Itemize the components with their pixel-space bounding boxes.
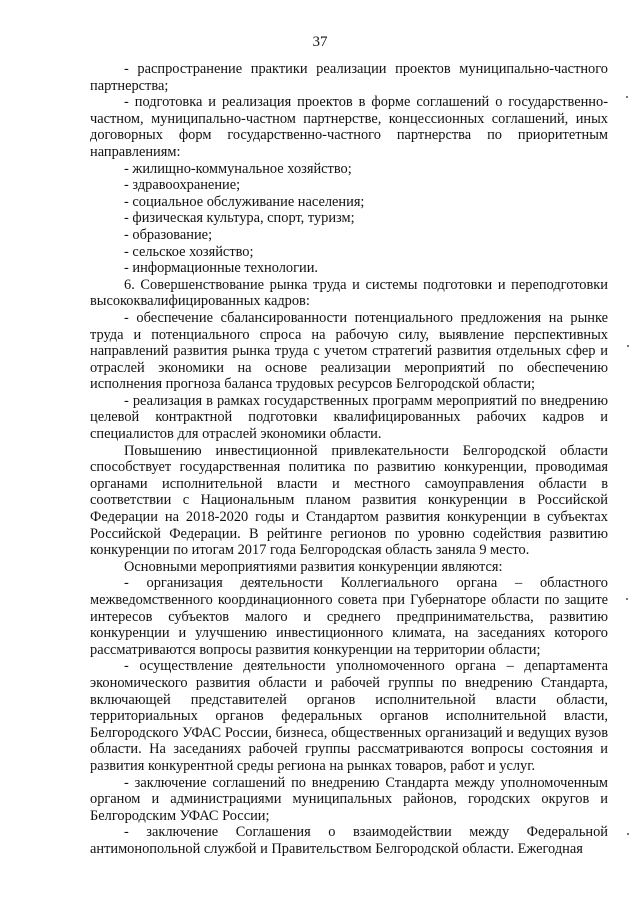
list-item-sport: - физическая культура, спорт, туризм; (124, 210, 355, 227)
paragraph-fas-agreement: - заключение Соглашения о взаимодействии между Федеральной антимонопольной службой и Правительством Белгородской области. Ежегодная (90, 824, 608, 857)
paragraph-authorized-body: - осуществление деятельности уполномоченного органа – департамента экономического развития области и рабочей группы по внедрению Стандарта, включающей представителей органов исполнительной власти области, территориальных органов федеральных органов исполнительной власти, Белгородского УФАС России, бизнеса, общественных организаций и ведущих вузов области. На заседаниях рабочей группы рассматриваются вопросы состояния и развития конкурентной среды региона на рынках товаров, работ и услуг. (90, 658, 608, 774)
paragraph-ppp-priorities: - подготовка и реализация проектов в форме соглашений о государственно-частном, муниципально-частном партнерстве, концессионных соглашений, иных договорных форм государственно-частного партнерства по приоритетным направлениям: (90, 94, 608, 160)
paragraph-collegial-body: - организация деятельности Коллегиального органа – областного межведомственного координационного совета при Губернаторе области по защите интересов субъектов малого и среднего предпринимательства, развитию конкуренции и улучшению инвестиционного климата, на заседаниях которого рассматриваются вопросы развития конкуренции на территории области; (90, 575, 608, 658)
list-item-social-services: - социальное обслуживание населения; (124, 193, 365, 210)
paragraph-labor-balance: - обеспечение сбалансированности потенциального предложения на рынке труда и потенциального спроса на рабочую силу, выявление перспективных направлений развития рынка труда с учетом стратегий развития отдельных сфер и отраслей экономики на основе реализации мероприятий по обеспечению исполнения прогноза баланса трудовых ресурсов Белгородской области; (90, 309, 608, 393)
list-item-education: - образование; (124, 226, 213, 243)
paragraph-standard-agreements: - заключение соглашений по внедрению Стандарта между уполномоченным органом и администрациями муниципальных районов, городских округов и Белгородским УФАС России; (90, 774, 608, 824)
list-item-it: - информационные технологии. (124, 260, 319, 277)
scan-mark (627, 833, 629, 835)
section-6-heading: 6. Совершенствование рынка труда и системы подготовки и переподготовки высококвалифицированных кадров: (90, 276, 608, 310)
page-body (90, 61, 608, 858)
list-item-housing: - жилищно-коммунальное хозяйство; (124, 160, 352, 177)
list-item-healthcare: - здравоохранение; (124, 177, 241, 194)
paragraph-ppp-projects: - распространение практики реализации проектов муниципально-частного партнерства; (90, 61, 608, 94)
paragraph-competition-measures-intro: Основными мероприятиями развития конкуренции являются: (124, 558, 503, 575)
list-item-agriculture: - сельское хозяйство; (124, 243, 254, 260)
paragraph-competition-policy: Повышению инвестиционной привлекательности Белгородской области способствует государственная политика по развитию конкуренции, проводимая органами исполнительной власти и местного самоуправления области в соответствии с Национальным планом развития конкуренции в Российской Федерации на 2018-2020 годы и Стандартом развития конкуренции в субъектах Российской Федерации. В рейтинге регионов по уровню содействия развитию конкуренции по итогам 2017 года Белгородская область заняла 9 место. (90, 442, 608, 559)
page-number: 37 (312, 34, 328, 50)
scan-mark (626, 598, 628, 600)
paragraph-contract-training: - реализация в рамках государственных программ мероприятий по внедрению целевой контрактной подготовки квалифицированных рабочих кадров и специалистов для отраслей экономики области. (90, 392, 608, 443)
scan-mark (626, 96, 628, 98)
scan-mark (627, 345, 629, 347)
